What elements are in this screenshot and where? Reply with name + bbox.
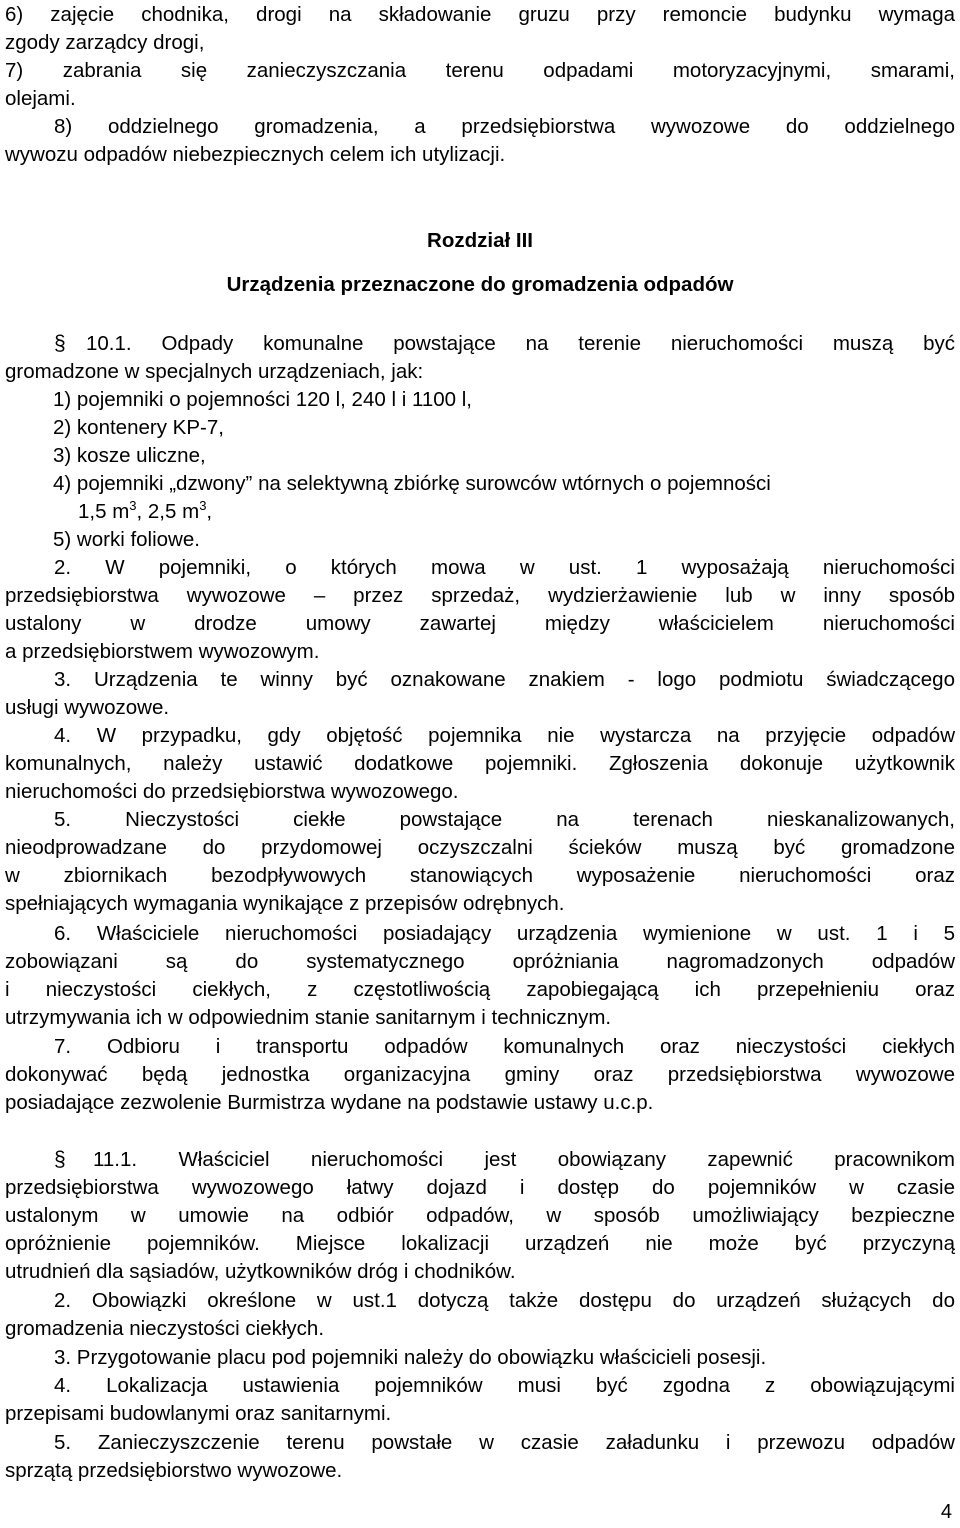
chapter-subtitle: Urządzenia przeznaczone do gromadzenia odpadów [226,273,734,296]
container-list-item-5: 5) worki foliowe. [53,528,200,551]
list-item-7-line-1: 7) zabrania się zanieczyszczania terenu odpadami motoryzacyjnymi, smarami, [5,59,955,82]
section-11-paragraph-1-line-3: ustalonym w umowie na odbiór odpadów, w sposób umożliwiający bezpieczne [5,1204,955,1227]
section-11-paragraph-2-line-2: gromadzenia nieczystości ciekłych. [5,1317,325,1340]
section-11-paragraph-1-line-1: 11.1. Właściciel nieruchomości jest obowiązany zapewnić pracownikom [93,1148,955,1171]
section-11-paragraph-4-line-2: przepisami budowlanymi oraz sanitarnymi. [5,1402,392,1425]
section-10-paragraph-2-line-3: ustalony w drodze umowy zawartej między właścicielem nieruchomości [5,612,955,635]
chapter-title: Rozdział III [427,229,533,252]
section-10-paragraph-4-line-2: komunalnych, należy ustawić dodatkowe pojemniki. Zgłoszenia dokonuje użytkownik [5,752,955,775]
list-item-6-line-1: 6) zajęcie chodnika, drogi na składowanie gruzu przy remoncie budynku wymaga [5,3,955,26]
section-10-paragraph-6-line-1: 6. Właściciele nieruchomości posiadający urządzenia wymienione w ust. 1 i 5 [54,922,955,945]
container-list-item-3: 3) kosze uliczne, [53,444,206,467]
section-10-paragraph-5-line-1: 5. Nieczystości ciekłe powstające na terenach nieskanalizowanych, [54,808,955,831]
list-item-6-line-2: zgody zarządcy drogi, [5,31,205,54]
section-symbol-11: § [54,1148,66,1171]
section-11-paragraph-2-line-1: 2. Obowiązki określone w ust.1 dotyczą także dostępu do urządzeń służących do [54,1289,955,1312]
list-item-8-line-1: 8) oddzielnego gromadzenia, a przedsiębiorstwa wywozowe do oddzielnego [54,115,955,138]
section-10-paragraph-4-line-3: nieruchomości do przedsiębiorstwa wywozowego. [5,780,459,803]
section-10-paragraph-7-line-3: posiadające zezwolenie Burmistrza wydane na podstawie ustawy u.c.p. [5,1091,654,1114]
section-10-paragraph-5-line-3: w zbiornikach bezodpływowych stanowiących wyposażenie nieruchomości oraz [5,864,955,887]
list-item-7-line-2: olejami. [5,87,76,110]
section-10-paragraph-7-line-2: dokonywać będą jednostka organizacyjna gminy oraz przedsiębiorstwa wywozowe [5,1063,955,1086]
container-list-item-1: 1) pojemniki o pojemności 120 l, 240 l i 1100 l, [53,388,472,411]
section-11-paragraph-5-line-2: sprzątą przedsiębiorstwo wywozowe. [5,1459,343,1482]
section-11-paragraph-1-line-2: przedsiębiorstwa wywozowego łatwy dojazd i dostęp do pojemników w czasie [5,1176,955,1199]
section-10-paragraph-6-line-4: utrzymywania ich w odpowiednim stanie sanitarnym i technicznym. [5,1006,612,1029]
section-10-paragraph-4-line-1: 4. W przypadku, gdy objętość pojemnika nie wystarcza na przyjęcie odpadów [54,724,955,747]
section-10-paragraph-1-line-1: 10.1. Odpady komunalne powstające na terenie nieruchomości muszą być [86,332,955,355]
section-11-paragraph-3-line-1: 3. Przygotowanie placu pod pojemniki należy do obowiązku właścicieli posesji. [54,1346,767,1369]
section-10-paragraph-1-line-2: gromadzone w specjalnych urządzeniach, jak: [5,360,424,383]
section-10-paragraph-6-line-2: zobowiązani są do systematycznego opróżniania nagromadzonych odpadów [5,950,955,973]
superscript-3: 3 [199,498,207,514]
section-11-paragraph-1-line-5: utrudnień dla sąsiadów, użytkowników dróg i chodników. [5,1260,516,1283]
section-10-paragraph-5-line-2: nieodprowadzane do przydomowej oczyszczalni ścieków muszą być gromadzone [5,836,955,859]
section-10-paragraph-5-line-4: spełniających wymagania wynikające z przepisów odrębnych. [5,892,565,915]
section-10-paragraph-3-line-1: 3. Urządzenia te winny być oznakowane znakiem - logo podmiotu świadczącego [54,668,955,691]
section-symbol-10: § [54,332,66,355]
volume-value-1: 1,5 m [78,500,130,523]
section-10-paragraph-2-line-1: 2. W pojemniki, o których mowa w ust. 1 wyposażają nieruchomości [54,556,955,579]
page-number: 4 [940,1501,952,1523]
section-10-paragraph-6-line-3: i nieczystości ciekłych, z częstotliwością zapobiegającą ich przepełnieniu oraz [5,978,955,1001]
superscript-3: 3 [129,498,137,514]
volume-value-2: , 2,5 m [136,500,200,523]
section-10-paragraph-7-line-1: 7. Odbioru i transportu odpadów komunalnych oraz nieczystości ciekłych [54,1035,955,1058]
section-10-paragraph-2-line-2: przedsiębiorstwa wywozowe – przez sprzedaż, wydzierżawienie lub w inny sposób [5,584,955,607]
container-list-item-4-continuation [78,498,960,526]
list-item-8-line-2: wywozu odpadów niebezpiecznych celem ich utylizacji. [5,143,506,166]
section-10-paragraph-2-line-4: a przedsiębiorstwem wywozowym. [5,640,320,663]
container-list-item-4: 4) pojemniki „dzwony” na selektywną zbiórkę surowców wtórnych o pojemności [53,472,771,495]
container-list-item-2: 2) kontenery KP-7, [53,416,224,439]
section-11-paragraph-1-line-4: opróżnienie pojemników. Miejsce lokalizacji urządzeń nie może być przyczyną [5,1232,955,1255]
section-11-paragraph-5-line-1: 5. Zanieczyszczenie terenu powstałe w czasie załadunku i przewozu odpadów [54,1431,955,1454]
section-10-paragraph-3-line-2: usługi wywozowe. [5,696,170,719]
list-punctuation: , [206,500,213,523]
section-11-paragraph-4-line-1: 4. Lokalizacja ustawienia pojemników musi być zgodna z obowiązującymi [54,1374,955,1397]
